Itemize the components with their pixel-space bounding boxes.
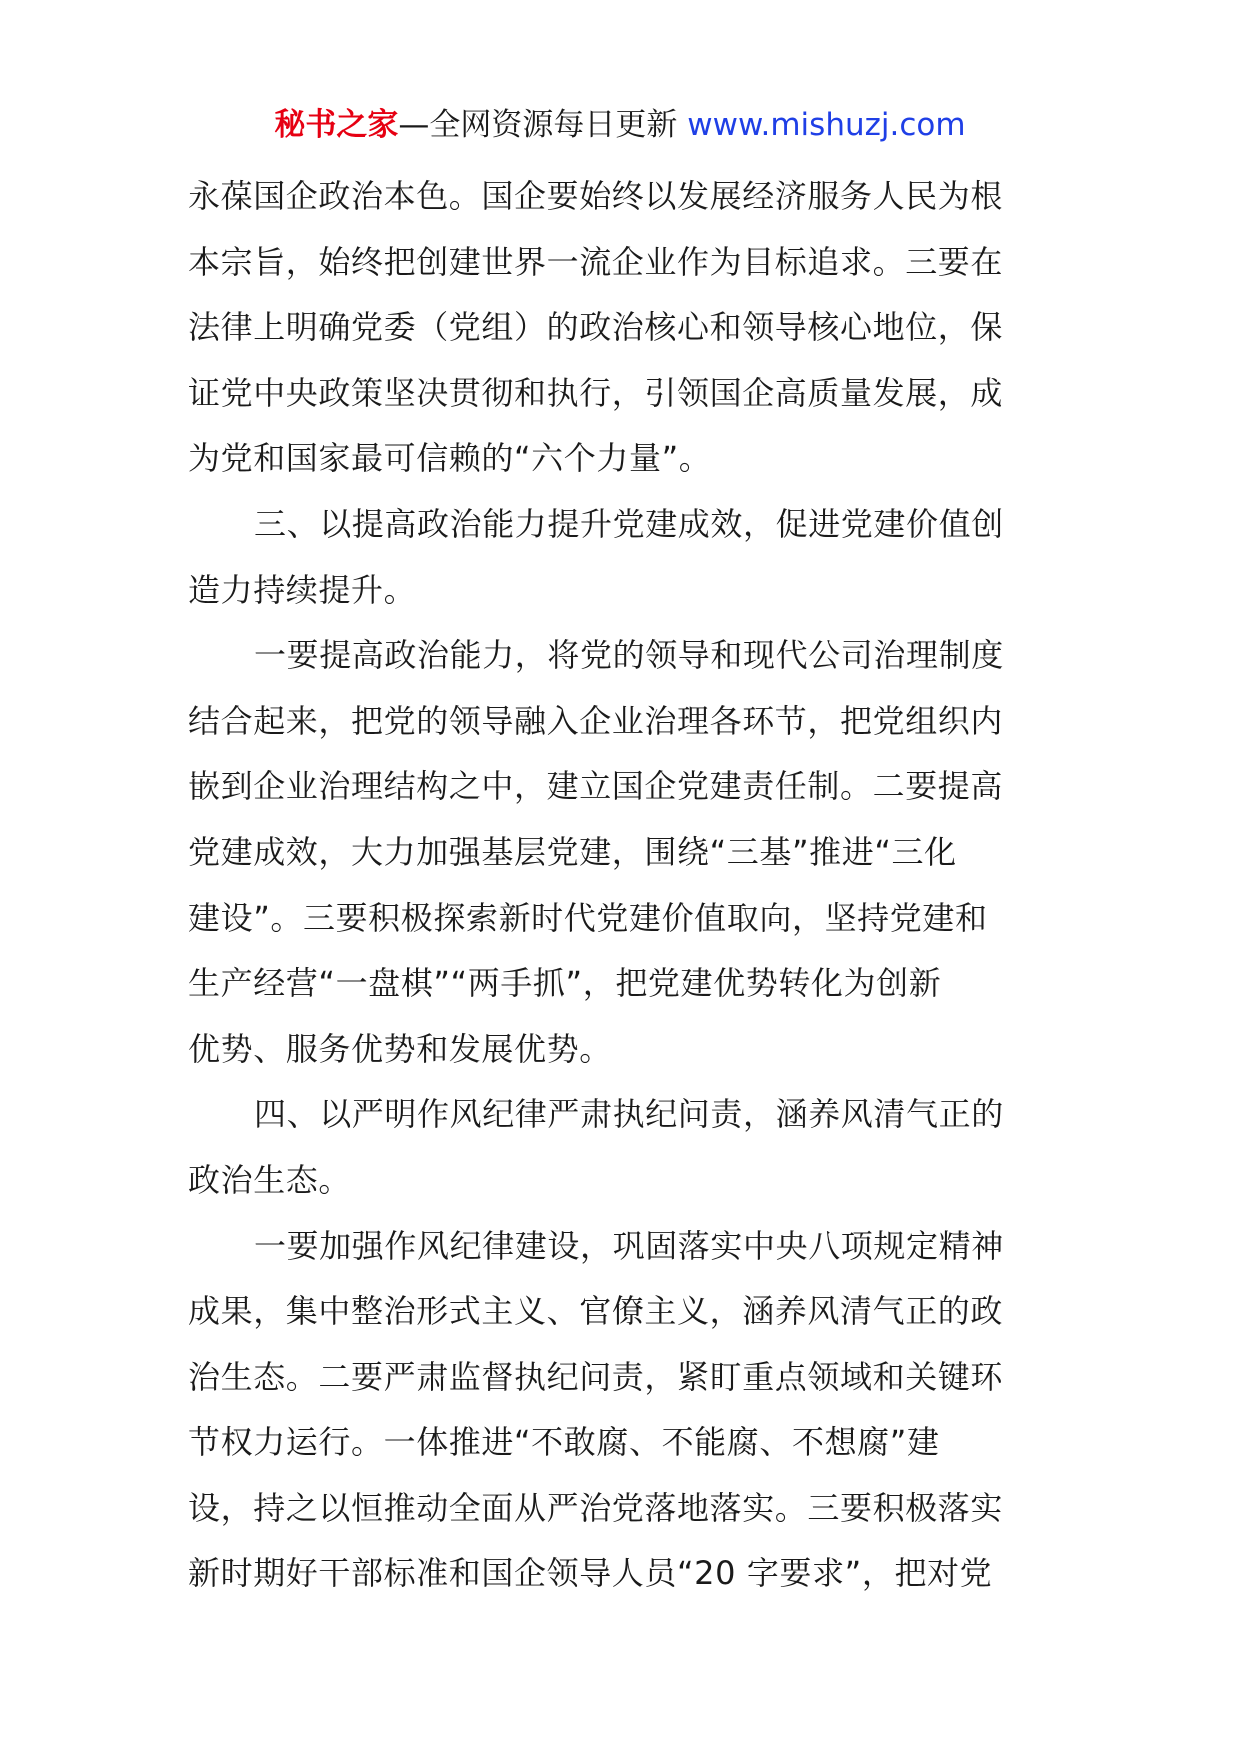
text-line: 为党和国家最可信赖的“六个力量”。: [188, 439, 712, 478]
text-line: 成果，集中整治形式主义、官僚主义，涵养风清气正的政: [188, 1292, 1004, 1331]
text-line: 嵌到企业治理结构之中，建立国企党建责任制。二要提高: [188, 767, 1004, 806]
text-line: 证党中央政策坚决贯彻和执行，引领国企高质量发展，成: [188, 373, 1004, 412]
text-line: 设，持之以恒推动全面从严治党落地落实。三要积极落实: [188, 1488, 1004, 1527]
section-heading-4-cont: 政治生态。: [188, 1160, 352, 1199]
text-line: 永葆国企政治本色。国企要始终以发展经济服务人民为根: [188, 177, 1004, 215]
site-header: [0, 104, 1240, 146]
paragraph-start: 一要提高政治能力，将党的领导和现代公司治理制度: [254, 636, 1004, 675]
document-body: [188, 164, 1058, 1607]
text-line: 建设”。三要积极探索新时代党建价值取向，坚持党建和: [188, 898, 988, 937]
text-line: 本宗旨，始终把创建世界一流企业作为目标追求。三要在: [188, 242, 1004, 281]
text-line: 党建成效，大力加强基层党建，围绕“三基”推进“三化: [188, 832, 957, 871]
section-heading-3: 三、以提高政治能力提升党建成效，促进党建价值创: [254, 504, 1004, 543]
text-line: 治生态。二要严肃监督执纪问责，紧盯重点领域和关键环: [188, 1357, 1004, 1396]
site-slogan: —全网资源每日更新: [398, 107, 688, 143]
text-line: 节权力运行。一体推进“不敢腐、不能腐、不想腐”建: [188, 1423, 940, 1462]
paragraph-start: 一要加强作风纪律建设，巩固落实中央八项规定精神: [254, 1226, 1004, 1265]
site-url-link[interactable]: www.mishuzj.com: [687, 107, 966, 143]
text-line: 新时期好干部标准和国企领导人员“20 字要求”，把对党: [188, 1554, 993, 1593]
text-line: 优势、服务优势和发展优势。: [188, 1029, 612, 1068]
text-line: 生产经营“一盘棋”“两手抓”，把党建优势转化为创新: [188, 964, 942, 1003]
section-heading-4: 四、以严明作风纪律严肃执纪问责，涵养风清气正的: [254, 1095, 1004, 1134]
site-brand: 秘书之家: [274, 107, 399, 143]
section-heading-3-cont: 造力持续提升。: [188, 570, 417, 609]
text-line: 结合起来，把党的领导融入企业治理各环节，把党组织内: [188, 701, 1004, 740]
text-line: 法律上明确党委（党组）的政治核心和领导核心地位，保: [188, 308, 1004, 347]
